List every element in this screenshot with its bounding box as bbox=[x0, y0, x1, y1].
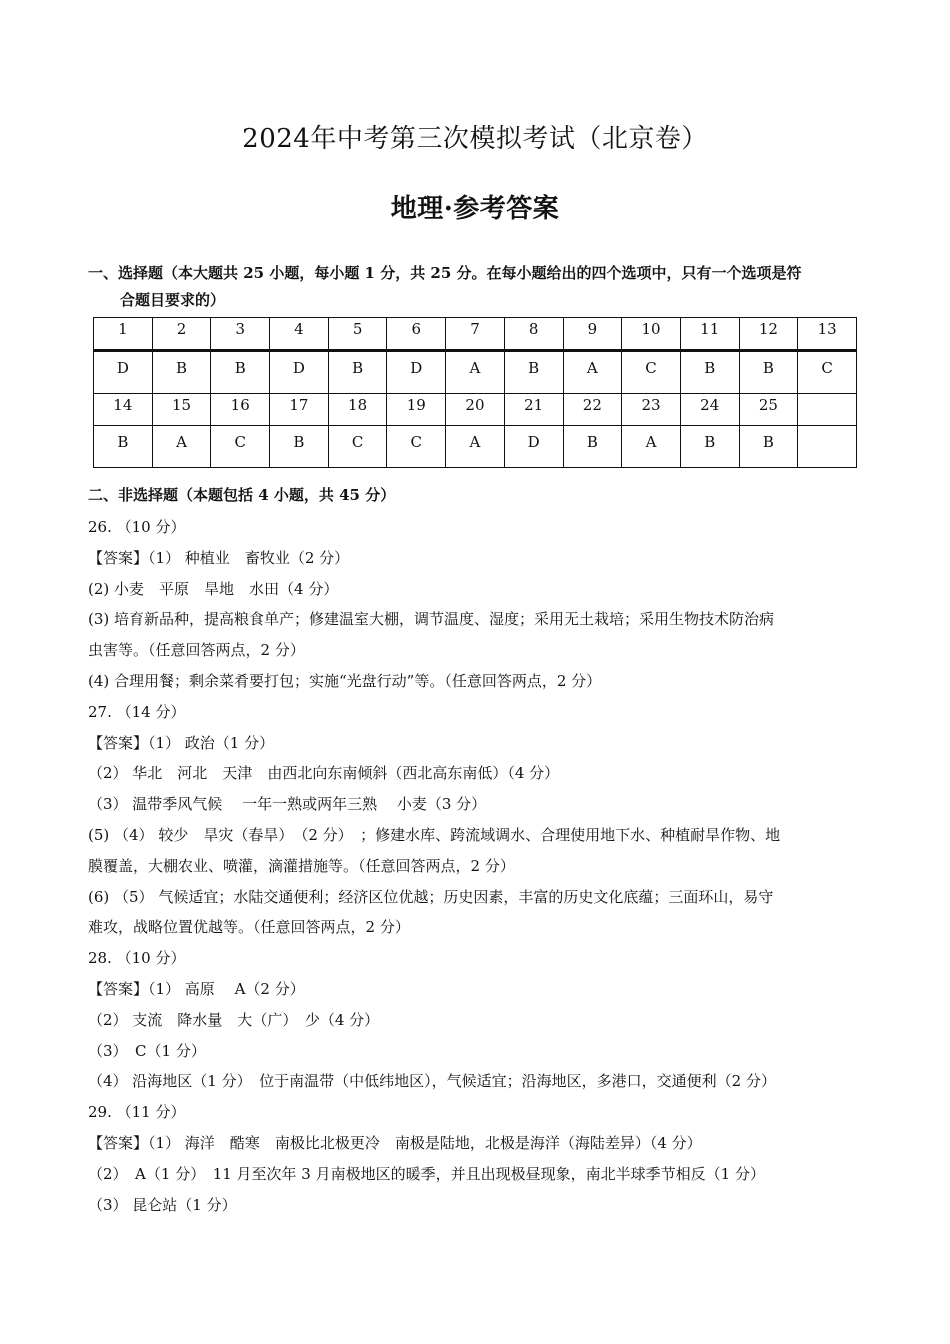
question-number: 2 bbox=[152, 318, 211, 351]
question-number: 23 bbox=[622, 394, 681, 426]
question-number: 11 bbox=[680, 318, 739, 351]
question-27-header: 27. （14 分） bbox=[88, 702, 186, 721]
question-number: 15 bbox=[152, 394, 211, 426]
question-number: 17 bbox=[270, 394, 329, 426]
answer-cell: A bbox=[152, 426, 211, 468]
question-number: 19 bbox=[387, 394, 446, 426]
answer-cell: B bbox=[211, 351, 270, 394]
answer-cell: B bbox=[739, 351, 798, 394]
answer-line: (2) 小麦 平原 旱地 水田（4 分） bbox=[88, 579, 339, 598]
answer-line: (3) 培育新品种，提高粮食单产；修建温室大棚，调节温度、湿度；采用无土栽培；采用生物技术防治病 bbox=[88, 610, 775, 629]
answer-cell: C bbox=[328, 426, 387, 468]
answer-line: （2） A（1 分） 11 月至次年 3 月南极地区的暖季，并且出现极昼现象，南北半球季节相反（1 分） bbox=[88, 1164, 765, 1183]
question-26-header: 26. （10 分） bbox=[88, 518, 186, 536]
table-row-numbers-1 bbox=[94, 318, 857, 351]
table-row-answers-2 bbox=[94, 426, 857, 468]
answer-line: （2） 华北 河北 天津 由西北向东南倾斜（西北高东南低）（4 分） bbox=[88, 764, 560, 783]
question-number: 24 bbox=[680, 394, 739, 426]
section-1-heading-line1: 一、选择题（本大题共 25 小题，每小题 1 分，共 25 分。在每小题给出的四个选项中，只有一个选项是符 bbox=[88, 264, 802, 282]
answer-cell: D bbox=[94, 351, 153, 394]
answer-body bbox=[88, 512, 863, 1220]
answer-line: (5) （4） 较少 旱灾（春旱） （2 分） ；修建水库、跨流域调水、合理使用地下水、种植耐旱作物、地 bbox=[88, 825, 781, 844]
answer-cell: A bbox=[622, 426, 681, 468]
answer-line: 难攻，战略位置优越等。（任意回答两点，2 分） bbox=[88, 918, 410, 937]
answer-line: （4） 沿海地区（1 分） 位于南温带（中低纬地区），气候适宜；沿海地区，多港口，交通便利（2 分） bbox=[88, 1072, 776, 1091]
answer-cell: B bbox=[270, 426, 329, 468]
question-number: 21 bbox=[504, 394, 563, 426]
question-number: 20 bbox=[446, 394, 505, 426]
page-title: 2024年中考第三次模拟考试（北京卷） bbox=[242, 124, 708, 154]
answer-cell: C bbox=[387, 426, 446, 468]
answer-cell: B bbox=[680, 426, 739, 468]
section-1-heading bbox=[88, 260, 868, 314]
answer-line: 【答案】（1） 种植业 畜牧业（2 分） bbox=[88, 548, 350, 567]
answer-cell: B bbox=[680, 351, 739, 394]
answer-cell: D bbox=[270, 351, 329, 394]
question-number: 18 bbox=[328, 394, 387, 426]
question-number: 1 bbox=[94, 318, 153, 351]
answer-cell: A bbox=[446, 426, 505, 468]
question-number: 8 bbox=[504, 318, 563, 351]
empty-cell bbox=[798, 394, 857, 426]
answer-cell: B bbox=[563, 426, 622, 468]
answer-cell: B bbox=[152, 351, 211, 394]
question-28-header: 28. （10 分） bbox=[88, 949, 186, 968]
question-29-header: 29. （11 分） bbox=[88, 1103, 186, 1122]
answer-line: 虫害等。（任意回答两点，2 分） bbox=[88, 641, 305, 660]
question-number: 3 bbox=[211, 318, 270, 351]
answer-cell: D bbox=[504, 426, 563, 468]
question-number: 9 bbox=[563, 318, 622, 351]
answer-cell: A bbox=[446, 351, 505, 394]
answer-cell: B bbox=[739, 426, 798, 468]
question-number: 25 bbox=[739, 394, 798, 426]
answer-line: （3） C（1 分） bbox=[88, 1041, 206, 1060]
answer-line: （3） 温带季风气候 一年一熟或两年三熟 小麦（3 分） bbox=[88, 795, 487, 814]
answer-line: 膜覆盖，大棚农业、喷灌，滴灌措施等。（任意回答两点，2 分） bbox=[88, 856, 515, 875]
answer-line: 【答案】（1） 海洋 酷寒 南极比北极更冷 南极是陆地，北极是海洋（海陆差异）（4 分） bbox=[88, 1133, 702, 1152]
question-number: 13 bbox=[798, 318, 857, 351]
question-number: 12 bbox=[739, 318, 798, 351]
table-row-answers-1 bbox=[94, 351, 857, 394]
answer-line: 【答案】（1） 高原 A（2 分） bbox=[88, 979, 305, 998]
section-2-heading: 二、非选择题（本题包括 4 小题，共 45 分） bbox=[88, 486, 396, 504]
table-row-numbers-2 bbox=[94, 394, 857, 426]
answer-cell: B bbox=[94, 426, 153, 468]
answer-cell: C bbox=[211, 426, 270, 468]
answer-cell: D bbox=[387, 351, 446, 394]
answer-line: (4) 合理用餐；剩余菜肴要打包；实施“光盘行动”等。（任意回答两点，2 分） bbox=[88, 671, 602, 690]
question-number: 5 bbox=[328, 318, 387, 351]
question-number: 4 bbox=[270, 318, 329, 351]
question-number: 14 bbox=[94, 394, 153, 426]
question-number: 7 bbox=[446, 318, 505, 351]
answer-line: (6) （5） 气候适宜；水陆交通便利；经济区位优越；历史因素，丰富的历史文化底蕴；三面环山，易守 bbox=[88, 887, 774, 906]
answer-cell: A bbox=[563, 351, 622, 394]
answer-cell: B bbox=[328, 351, 387, 394]
page-subtitle: 地理·参考答案 bbox=[390, 194, 560, 224]
question-number: 6 bbox=[387, 318, 446, 351]
section-1-heading-line2: 合题目要求的） bbox=[120, 291, 226, 309]
answer-cell: B bbox=[504, 351, 563, 394]
empty-cell bbox=[798, 426, 857, 468]
question-number: 16 bbox=[211, 394, 270, 426]
answer-line: 【答案】（1） 政治（1 分） bbox=[88, 733, 275, 752]
answer-line: （3） 昆仑站（1 分） bbox=[88, 1195, 237, 1214]
question-number: 22 bbox=[563, 394, 622, 426]
answer-cell: C bbox=[622, 351, 681, 394]
answer-line: （2） 支流 降水量 大（广） 少（4 分） bbox=[88, 1010, 380, 1029]
answer-table bbox=[93, 317, 857, 468]
question-number: 10 bbox=[622, 318, 681, 351]
answer-cell: C bbox=[798, 351, 857, 394]
